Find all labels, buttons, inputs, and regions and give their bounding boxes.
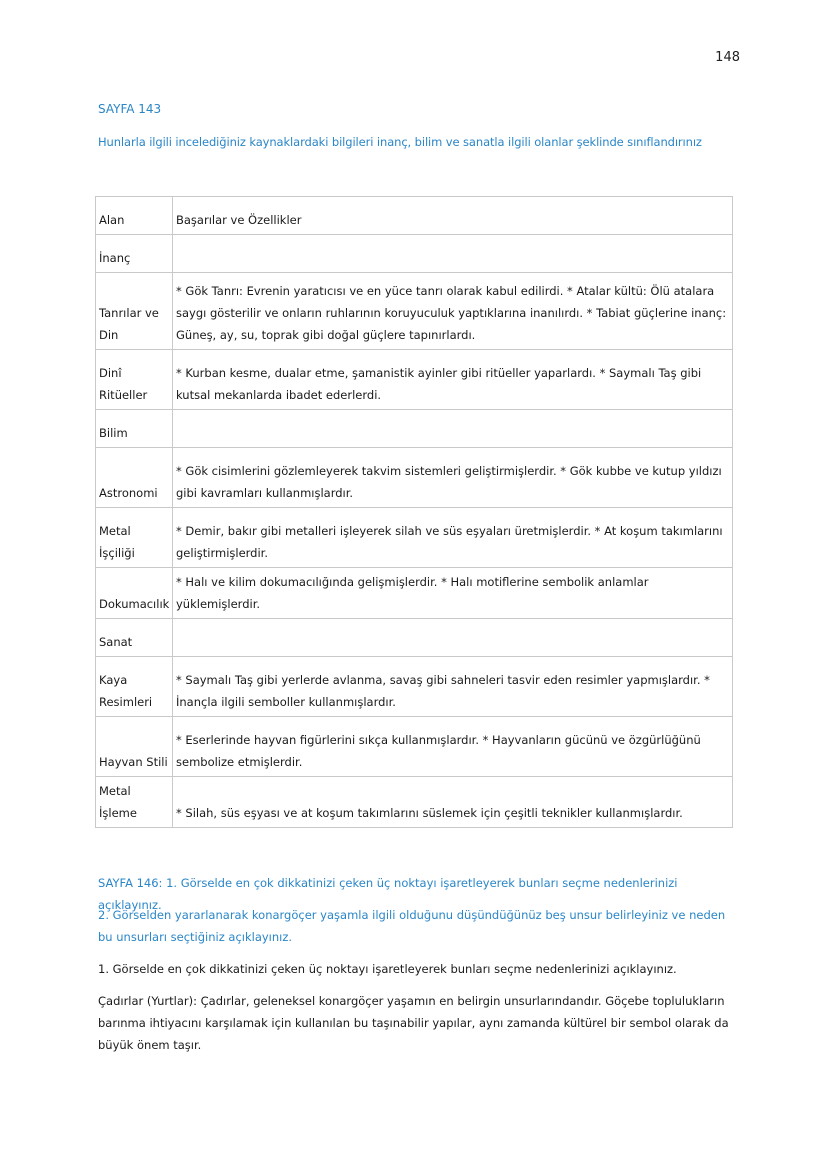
row-description: * Gök cisimlerini gözlemleyerek takvim sistemleri geliştirmişlerdir. * Gök kubbe ve kutup yıldızı gibi kavramları kullanmışlardır. bbox=[173, 448, 733, 508]
row-field: Bilim bbox=[96, 410, 173, 448]
section-question: Hunlarla ilgili incelediğiniz kaynaklardaki bilgileri inanç, bilim ve sanatla ilgili olanlar şeklinde sınıflandırınız bbox=[98, 135, 702, 149]
row-description: * Silah, süs eşyası ve at koşum takımlarını süslemek için çeşitli teknikler kullanmışlardır. bbox=[173, 777, 733, 828]
answer-paragraph: Çadırlar (Yurtlar): Çadırlar, geleneksel konargöçer yaşamın en belirgin unsurlarındandır. Göçebe toplulukların barınma ihtiyacını karşılamak için kullanılan bu taşınabilir yapılar, aynı zamanda kültürel bir sembol olarak da büyük önem taşır. bbox=[98, 994, 729, 1052]
table-header-row bbox=[96, 197, 733, 235]
row-field: Tanrılar ve Din bbox=[96, 273, 173, 350]
row-description: * Saymalı Taş gibi yerlerde avlanma, savaş gibi sahneleri tasvir eden resimler yapmışlardır. * İnançla ilgili semboller kullanmışlardır. bbox=[173, 657, 733, 717]
table-row bbox=[96, 777, 733, 828]
answer-heading: 1. Görselde en çok dikkatinizi çeken üç noktayı işaretleyerek bunları seçme nedenlerinizi açıklayınız. bbox=[98, 962, 677, 976]
table-row bbox=[96, 568, 733, 619]
row-description: * Demir, bakır gibi metalleri işleyerek silah ve süs eşyaları üretmişlerdir. * At koşum takımlarını geliştirmişlerdir. bbox=[173, 508, 733, 568]
table-row bbox=[96, 508, 733, 568]
question-146-1: SAYFA 146: 1. Görselde en çok dikkatinizi çeken üç noktayı işaretleyerek bunları seçme nedenlerinizi açıklayınız. bbox=[98, 876, 678, 912]
row-field: Dinî Ritüeller bbox=[96, 350, 173, 410]
section-page-ref: SAYFA 143 bbox=[98, 102, 162, 116]
row-field: Dokumacılık bbox=[96, 568, 173, 619]
row-description: * Eserlerinde hayvan figürlerini sıkça kullanmışlardır. * Hayvanların gücünü ve özgürlüğünü sembolize etmişlerdir. bbox=[173, 717, 733, 777]
question-146-2: 2. Görselden yararlanarak konargöçer yaşamla ilgili olduğunu düşündüğünüz beş unsur belirleyiniz ve neden bu unsurları seçtiğiniz açıklayınız. bbox=[98, 908, 726, 944]
table-row bbox=[96, 657, 733, 717]
row-description: * Kurban kesme, dualar etme, şamanistik ayinler gibi ritüeller yaparlardı. * Saymalı Taş gibi kutsal mekanlarda ibadet ederlerdi. bbox=[173, 350, 733, 410]
page-number: 148 bbox=[715, 50, 740, 65]
row-description bbox=[173, 619, 733, 657]
row-field: İnanç bbox=[96, 235, 173, 273]
header-cell-achievements: Başarılar ve Özellikler bbox=[173, 197, 733, 235]
table-row bbox=[96, 717, 733, 777]
row-field: Metal İşleme bbox=[96, 777, 173, 828]
row-field: Kaya Resimleri bbox=[96, 657, 173, 717]
row-description bbox=[173, 235, 733, 273]
row-field: Hayvan Stili bbox=[96, 717, 173, 777]
table-row bbox=[96, 235, 733, 273]
row-field: Sanat bbox=[96, 619, 173, 657]
row-field: Metal İşçiliği bbox=[96, 508, 173, 568]
table-row bbox=[96, 410, 733, 448]
table-row bbox=[96, 448, 733, 508]
table-row bbox=[96, 350, 733, 410]
classification-table bbox=[95, 196, 733, 828]
row-description bbox=[173, 410, 733, 448]
row-field: Astronomi bbox=[96, 448, 173, 508]
table-row bbox=[96, 273, 733, 350]
row-description: * Halı ve kilim dokumacılığında gelişmişlerdir. * Halı motiflerine sembolik anlamlar yüklemişlerdir. bbox=[173, 568, 733, 619]
row-description: * Gök Tanrı: Evrenin yaratıcısı ve en yüce tanrı olarak kabul edilirdi. * Atalar kültü: Ölü atalara saygı gösterilir ve onların ruhlarının koruyuculuk yaptıklarına inanılırdı. * Tabiat güçlerine inanç: Güneş, ay, su, toprak gibi doğal güçlere tapınırlardı. bbox=[173, 273, 733, 350]
table-row bbox=[96, 619, 733, 657]
header-cell-field: Alan bbox=[96, 197, 173, 235]
